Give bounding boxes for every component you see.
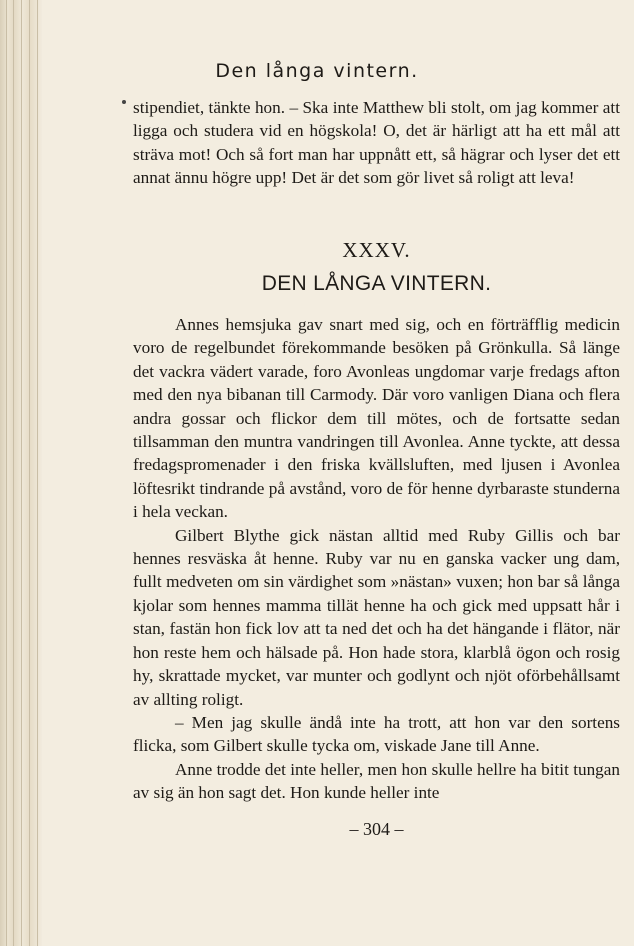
paragraph: – Men jag skulle ändå inte ha trott, att hon var den sortens flicka, som Gilbert skulle tycka om, viskade Jane till Anne.	[133, 712, 620, 756]
page-number: – 304 –	[349, 819, 404, 839]
chapter-title: DEN LÅNGA VINTERN.	[261, 272, 492, 295]
page-edge-line	[29, 0, 30, 946]
ink-dot	[122, 100, 126, 104]
paragraph: stipendiet, tänkte hon. – Ska inte Matthew bli stolt, om jag kommer att ligga och studera vid en högskola! O, det är härligt att ha ett mål att sträva mot! Och så fort man har uppnått ett, så hägrar och lyser det ett annat ännu högre upp! Det är det som gör livet så roligt att leva!	[133, 98, 620, 188]
page-edge-line	[37, 0, 38, 946]
paragraph: Gilbert Blythe gick nästan alltid med Ruby Gillis och bar hennes resväska åt henne. Ruby var nu en ganska vacker ung dam, fullt medveten om sin värdighet som »nästan» vuxen; hon bar så långa kjolar som hennes mamma tillät henne ha och gick med uppsatt hår i stan, fastän hon fick lov att ta ned det och ha det hängande i flätor, när hon reste hem och hälsade på. Hon hade stora, klarblå ögon och rosig hy, skrattade mycket, var munter och godlynt och njöt oförbehållsamt av allting roligt.	[133, 525, 620, 709]
chapter-number: XXXV.	[342, 238, 411, 262]
page-edge-line	[6, 0, 7, 946]
paragraph: Annes hemsjuka gav snart med sig, och en förträfflig medicin voro de regelbundet förekommande besöken på Grönkulla. Så länge det vackra vädert varade, foro Avonleas ungdomar varje fredags afton med den nya bibanan till Carmody. Där voro vanligen Diana och flera andra gossar och flickor dem till mötes, och de fortsatte sedan tillsamman den muntra vandringen till Avonlea. Anne tyckte, att dessa fredagspromenader i den friska kvällsluften, med ljusen i Avonlea löftesrikt tindrande på avstånd, voro de för henne dyrbaraste stunderna i hela veckan.	[133, 315, 620, 522]
paragraph: Anne trodde det inte heller, men hon skulle hellre ha bitit tungan av sig än hon sagt det. Hon kunde heller inte	[133, 759, 620, 803]
running-head: Den långa vintern.	[215, 60, 419, 82]
chapter-body	[133, 313, 620, 805]
continued-paragraph	[133, 96, 620, 190]
page-edge-line	[21, 0, 22, 946]
page-edge-line	[13, 0, 14, 946]
